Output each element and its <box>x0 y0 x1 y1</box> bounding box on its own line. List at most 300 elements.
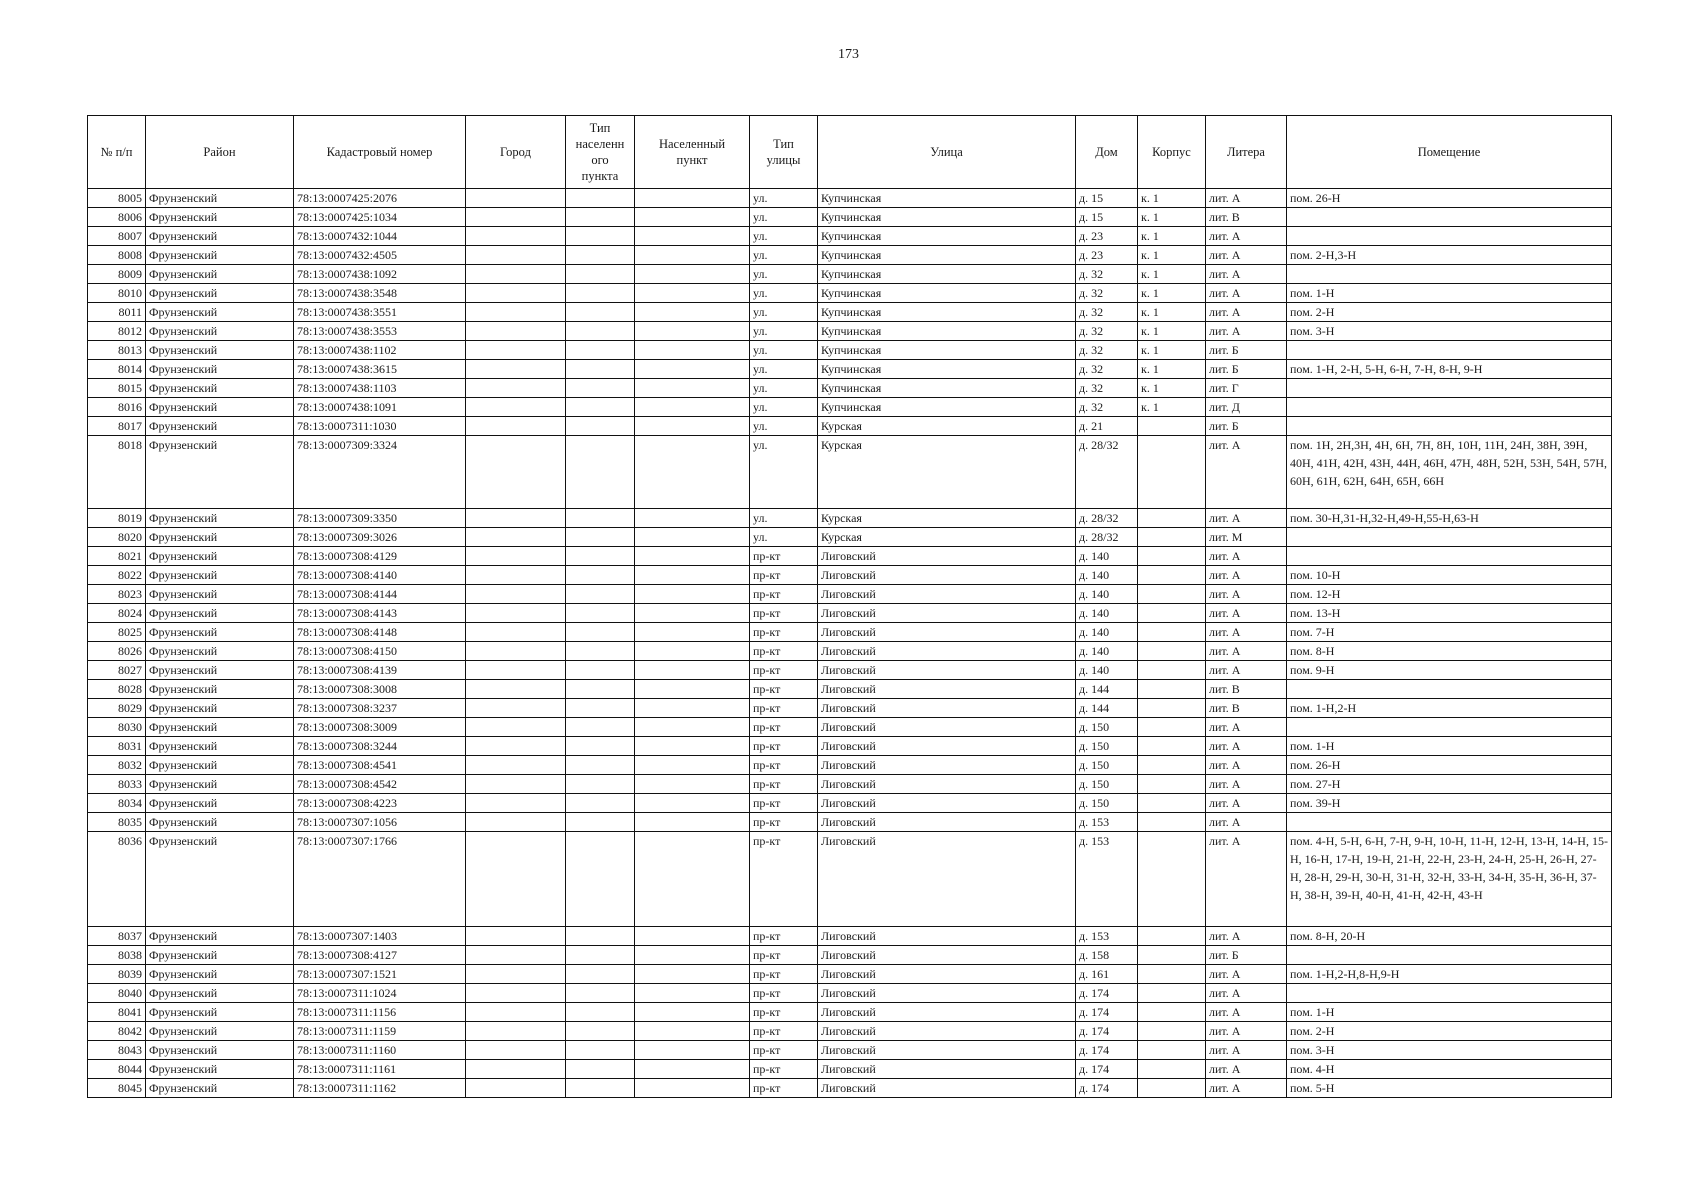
cell-settlement-type <box>566 699 635 718</box>
cell-street: Лиговский <box>818 566 1076 585</box>
cell-settlement <box>635 604 750 623</box>
table-row <box>88 737 1612 756</box>
cell-city <box>466 775 566 794</box>
cell-settlement-type <box>566 661 635 680</box>
column-header: Корпус <box>1138 116 1206 189</box>
cell-number: 8022 <box>88 566 146 585</box>
cell-settlement-type <box>566 509 635 528</box>
column-header: № п/п <box>88 116 146 189</box>
cell-street-type: пр-кт <box>750 775 818 794</box>
cell-number: 8021 <box>88 547 146 566</box>
cell-house: д. 174 <box>1076 1003 1138 1022</box>
cell-number: 8038 <box>88 946 146 965</box>
cell-district: Фрунзенский <box>146 379 294 398</box>
cell-building <box>1138 737 1206 756</box>
cell-settlement-type <box>566 984 635 1003</box>
cell-street: Курская <box>818 436 1076 509</box>
cell-street-type: пр-кт <box>750 965 818 984</box>
cell-settlement <box>635 189 750 208</box>
cell-street-type: пр-кт <box>750 718 818 737</box>
cell-settlement-type <box>566 832 635 927</box>
table-row <box>88 832 1612 927</box>
cell-number: 8023 <box>88 585 146 604</box>
cell-premises: пом. 8-Н <box>1287 642 1612 661</box>
cell-street-type: ул. <box>750 398 818 417</box>
cell-house: д. 28/32 <box>1076 509 1138 528</box>
cell-house: д. 153 <box>1076 927 1138 946</box>
cell-cadastral: 78:13:0007432:4505 <box>294 246 466 265</box>
cell-number: 8013 <box>88 341 146 360</box>
cell-cadastral: 78:13:0007308:4148 <box>294 623 466 642</box>
table-row <box>88 417 1612 436</box>
cell-settlement-type <box>566 585 635 604</box>
cell-letter: лит. А <box>1206 585 1287 604</box>
cell-letter: лит. А <box>1206 246 1287 265</box>
cell-house: д. 150 <box>1076 794 1138 813</box>
cell-building: к. 1 <box>1138 208 1206 227</box>
cell-street-type: ул. <box>750 341 818 360</box>
cell-house: д. 23 <box>1076 227 1138 246</box>
cell-premises <box>1287 984 1612 1003</box>
cell-cadastral: 78:13:0007309:3324 <box>294 436 466 509</box>
cell-cadastral: 78:13:0007311:1159 <box>294 1022 466 1041</box>
cell-district: Фрунзенский <box>146 604 294 623</box>
cell-building <box>1138 813 1206 832</box>
cell-building <box>1138 417 1206 436</box>
cell-letter: лит. А <box>1206 189 1287 208</box>
cell-settlement <box>635 379 750 398</box>
cell-settlement <box>635 303 750 322</box>
cell-district: Фрунзенский <box>146 946 294 965</box>
cell-settlement-type <box>566 436 635 509</box>
cell-city <box>466 699 566 718</box>
cell-district: Фрунзенский <box>146 661 294 680</box>
cell-building: к. 1 <box>1138 227 1206 246</box>
cell-letter: лит. А <box>1206 642 1287 661</box>
cell-street-type: ул. <box>750 227 818 246</box>
cell-city <box>466 984 566 1003</box>
cell-street: Лиговский <box>818 1041 1076 1060</box>
cell-premises: пом. 7-Н <box>1287 623 1612 642</box>
cell-district: Фрунзенский <box>146 284 294 303</box>
cell-city <box>466 509 566 528</box>
cell-settlement-type <box>566 756 635 775</box>
cell-number: 8042 <box>88 1022 146 1041</box>
cell-district: Фрунзенский <box>146 585 294 604</box>
cell-street: Лиговский <box>818 642 1076 661</box>
cell-house: д. 140 <box>1076 547 1138 566</box>
cell-letter: лит. В <box>1206 208 1287 227</box>
cell-street: Купчинская <box>818 398 1076 417</box>
cell-number: 8015 <box>88 379 146 398</box>
cell-settlement <box>635 661 750 680</box>
cell-cadastral: 78:13:0007438:3551 <box>294 303 466 322</box>
cell-letter: лит. А <box>1206 509 1287 528</box>
cell-letter: лит. Б <box>1206 341 1287 360</box>
cell-letter: лит. А <box>1206 965 1287 984</box>
table-header-row <box>88 116 1612 189</box>
cell-settlement <box>635 699 750 718</box>
column-header: Район <box>146 116 294 189</box>
cell-house: д. 32 <box>1076 265 1138 284</box>
cell-house: д. 150 <box>1076 737 1138 756</box>
cell-city <box>466 246 566 265</box>
cell-district: Фрунзенский <box>146 208 294 227</box>
cell-cadastral: 78:13:0007308:4542 <box>294 775 466 794</box>
cell-street: Купчинская <box>818 322 1076 341</box>
cell-house: д. 161 <box>1076 965 1138 984</box>
cell-settlement <box>635 1079 750 1098</box>
cell-district: Фрунзенский <box>146 794 294 813</box>
cell-street: Лиговский <box>818 661 1076 680</box>
cell-cadastral: 78:13:0007308:4140 <box>294 566 466 585</box>
cell-street-type: пр-кт <box>750 1060 818 1079</box>
cell-building: к. 1 <box>1138 246 1206 265</box>
cell-street-type: пр-кт <box>750 984 818 1003</box>
cell-street: Лиговский <box>818 699 1076 718</box>
table-row <box>88 965 1612 984</box>
cell-cadastral: 78:13:0007308:3009 <box>294 718 466 737</box>
cell-letter: лит. А <box>1206 1022 1287 1041</box>
cell-premises <box>1287 398 1612 417</box>
cell-street-type: ул. <box>750 284 818 303</box>
cell-district: Фрунзенский <box>146 566 294 585</box>
cell-number: 8008 <box>88 246 146 265</box>
cell-settlement <box>635 984 750 1003</box>
cell-cadastral: 78:13:0007307:1521 <box>294 965 466 984</box>
cell-settlement-type <box>566 398 635 417</box>
table-row <box>88 775 1612 794</box>
cell-street: Лиговский <box>818 585 1076 604</box>
cell-house: д. 140 <box>1076 604 1138 623</box>
cell-district: Фрунзенский <box>146 965 294 984</box>
cell-settlement <box>635 585 750 604</box>
cell-settlement <box>635 246 750 265</box>
cell-building: к. 1 <box>1138 379 1206 398</box>
cell-city <box>466 265 566 284</box>
cell-number: 8019 <box>88 509 146 528</box>
cell-city <box>466 398 566 417</box>
cell-building: к. 1 <box>1138 303 1206 322</box>
cell-district: Фрунзенский <box>146 1041 294 1060</box>
cell-street-type: пр-кт <box>750 1041 818 1060</box>
cell-premises: пом. 1-Н,2-Н <box>1287 699 1612 718</box>
cell-house: д. 32 <box>1076 360 1138 379</box>
cell-settlement <box>635 265 750 284</box>
cell-settlement <box>635 436 750 509</box>
cell-number: 8010 <box>88 284 146 303</box>
cell-street-type: пр-кт <box>750 927 818 946</box>
cell-settlement <box>635 341 750 360</box>
cell-settlement <box>635 398 750 417</box>
table-row <box>88 547 1612 566</box>
cell-city <box>466 832 566 927</box>
cell-settlement <box>635 509 750 528</box>
cell-number: 8029 <box>88 699 146 718</box>
cell-letter: лит. Б <box>1206 360 1287 379</box>
cell-cadastral: 78:13:0007438:1103 <box>294 379 466 398</box>
cell-city <box>466 680 566 699</box>
cell-city <box>466 379 566 398</box>
column-header: Литера <box>1206 116 1287 189</box>
cell-district: Фрунзенский <box>146 680 294 699</box>
table-row <box>88 566 1612 585</box>
cell-street: Лиговский <box>818 737 1076 756</box>
cell-house: д. 140 <box>1076 566 1138 585</box>
cell-building <box>1138 794 1206 813</box>
cell-street-type: пр-кт <box>750 680 818 699</box>
cell-letter: лит. В <box>1206 680 1287 699</box>
cell-cadastral: 78:13:0007309:3026 <box>294 528 466 547</box>
cell-settlement-type <box>566 737 635 756</box>
cell-letter: лит. Д <box>1206 398 1287 417</box>
cell-district: Фрунзенский <box>146 756 294 775</box>
cell-settlement-type <box>566 303 635 322</box>
cell-building <box>1138 1003 1206 1022</box>
cell-settlement-type <box>566 1022 635 1041</box>
cell-district: Фрунзенский <box>146 623 294 642</box>
cell-district: Фрунзенский <box>146 699 294 718</box>
cell-letter: лит. А <box>1206 1060 1287 1079</box>
cell-premises: пом. 39-Н <box>1287 794 1612 813</box>
cell-settlement-type <box>566 604 635 623</box>
cell-settlement-type <box>566 379 635 398</box>
cell-street: Лиговский <box>818 832 1076 927</box>
cell-cadastral: 78:13:0007425:2076 <box>294 189 466 208</box>
cell-settlement <box>635 642 750 661</box>
cell-street: Купчинская <box>818 303 1076 322</box>
cell-cadastral: 78:13:0007307:1766 <box>294 832 466 927</box>
cell-district: Фрунзенский <box>146 303 294 322</box>
cell-building <box>1138 623 1206 642</box>
cell-house: д. 174 <box>1076 984 1138 1003</box>
cell-building <box>1138 604 1206 623</box>
cell-settlement <box>635 737 750 756</box>
cell-number: 8018 <box>88 436 146 509</box>
cell-street-type: ул. <box>750 417 818 436</box>
cell-number: 8005 <box>88 189 146 208</box>
column-header: Улица <box>818 116 1076 189</box>
cell-settlement <box>635 756 750 775</box>
cell-number: 8016 <box>88 398 146 417</box>
cell-house: д. 140 <box>1076 585 1138 604</box>
cell-house: д. 32 <box>1076 398 1138 417</box>
cell-house: д. 150 <box>1076 775 1138 794</box>
cell-house: д. 174 <box>1076 1022 1138 1041</box>
cell-settlement <box>635 227 750 246</box>
cell-settlement <box>635 813 750 832</box>
cell-number: 8028 <box>88 680 146 699</box>
cell-settlement <box>635 794 750 813</box>
cell-letter: лит. А <box>1206 775 1287 794</box>
cell-district: Фрунзенский <box>146 417 294 436</box>
cell-cadastral: 78:13:0007307:1056 <box>294 813 466 832</box>
cell-number: 8009 <box>88 265 146 284</box>
cell-house: д. 140 <box>1076 642 1138 661</box>
cell-building <box>1138 509 1206 528</box>
column-header: Тип улицы <box>750 116 818 189</box>
cell-city <box>466 642 566 661</box>
cell-building <box>1138 756 1206 775</box>
cell-premises <box>1287 227 1612 246</box>
table-row <box>88 623 1612 642</box>
cell-number: 8034 <box>88 794 146 813</box>
cell-city <box>466 927 566 946</box>
cell-district: Фрунзенский <box>146 984 294 1003</box>
cell-settlement <box>635 1003 750 1022</box>
cell-number: 8024 <box>88 604 146 623</box>
cell-letter: лит. А <box>1206 813 1287 832</box>
column-header: Кадастровый номер <box>294 116 466 189</box>
cell-district: Фрунзенский <box>146 322 294 341</box>
page-number: 173 <box>838 47 859 62</box>
cell-settlement-type <box>566 566 635 585</box>
table-row <box>88 927 1612 946</box>
cell-cadastral: 78:13:0007308:4223 <box>294 794 466 813</box>
cell-settlement <box>635 528 750 547</box>
cell-city <box>466 1079 566 1098</box>
cell-district: Фрунзенский <box>146 832 294 927</box>
cell-city <box>466 547 566 566</box>
cell-settlement <box>635 322 750 341</box>
cell-cadastral: 78:13:0007432:1044 <box>294 227 466 246</box>
column-header: Населенный пункт <box>635 116 750 189</box>
cell-premises: пом. 26-Н <box>1287 756 1612 775</box>
table-row <box>88 813 1612 832</box>
cell-number: 8040 <box>88 984 146 1003</box>
cell-settlement-type <box>566 965 635 984</box>
cell-premises <box>1287 528 1612 547</box>
cell-city <box>466 661 566 680</box>
cell-street-type: ул. <box>750 528 818 547</box>
cell-district: Фрунзенский <box>146 1022 294 1041</box>
cell-letter: лит. А <box>1206 303 1287 322</box>
cell-number: 8030 <box>88 718 146 737</box>
cell-street: Лиговский <box>818 1003 1076 1022</box>
cell-street-type: пр-кт <box>750 832 818 927</box>
cell-street-type: пр-кт <box>750 1022 818 1041</box>
cell-district: Фрунзенский <box>146 509 294 528</box>
table-row <box>88 265 1612 284</box>
cell-district: Фрунзенский <box>146 642 294 661</box>
cell-district: Фрунзенский <box>146 227 294 246</box>
table-row <box>88 1041 1612 1060</box>
cell-street: Купчинская <box>818 189 1076 208</box>
cell-settlement-type <box>566 813 635 832</box>
cell-house: д. 28/32 <box>1076 436 1138 509</box>
cell-settlement <box>635 1041 750 1060</box>
cell-house: д. 140 <box>1076 623 1138 642</box>
cell-city <box>466 623 566 642</box>
cell-settlement-type <box>566 1041 635 1060</box>
registry-table <box>87 115 1612 1098</box>
cell-cadastral: 78:13:0007308:4143 <box>294 604 466 623</box>
cell-street-type: ул. <box>750 265 818 284</box>
cell-cadastral: 78:13:0007308:4139 <box>294 661 466 680</box>
cell-letter: лит. А <box>1206 984 1287 1003</box>
cell-settlement-type <box>566 1003 635 1022</box>
cell-building: к. 1 <box>1138 341 1206 360</box>
cell-number: 8027 <box>88 661 146 680</box>
cell-street-type: ул. <box>750 246 818 265</box>
cell-letter: лит. А <box>1206 623 1287 642</box>
table-row <box>88 528 1612 547</box>
cell-street: Лиговский <box>818 946 1076 965</box>
cell-settlement-type <box>566 246 635 265</box>
cell-number: 8006 <box>88 208 146 227</box>
table-row <box>88 379 1612 398</box>
table-row <box>88 794 1612 813</box>
cell-house: д. 174 <box>1076 1079 1138 1098</box>
cell-number: 8014 <box>88 360 146 379</box>
cell-district: Фрунзенский <box>146 341 294 360</box>
cell-number: 8025 <box>88 623 146 642</box>
cell-city <box>466 756 566 775</box>
cell-settlement <box>635 284 750 303</box>
cell-number: 8033 <box>88 775 146 794</box>
cell-street: Лиговский <box>818 1079 1076 1098</box>
table-row <box>88 246 1612 265</box>
cell-letter: лит. А <box>1206 794 1287 813</box>
cell-settlement-type <box>566 718 635 737</box>
cell-street: Купчинская <box>818 379 1076 398</box>
table-row <box>88 1079 1612 1098</box>
cell-city <box>466 946 566 965</box>
cell-settlement <box>635 623 750 642</box>
cell-house: д. 28/32 <box>1076 528 1138 547</box>
cell-number: 8044 <box>88 1060 146 1079</box>
cell-number: 8017 <box>88 417 146 436</box>
cell-street: Купчинская <box>818 265 1076 284</box>
cell-cadastral: 78:13:0007308:4541 <box>294 756 466 775</box>
cell-cadastral: 78:13:0007308:4150 <box>294 642 466 661</box>
cell-settlement-type <box>566 208 635 227</box>
cell-premises <box>1287 813 1612 832</box>
cell-settlement <box>635 927 750 946</box>
table-row <box>88 436 1612 509</box>
cell-cadastral: 78:13:0007438:3553 <box>294 322 466 341</box>
table-row <box>88 604 1612 623</box>
cell-cadastral: 78:13:0007308:3237 <box>294 699 466 718</box>
cell-building <box>1138 436 1206 509</box>
cell-street: Лиговский <box>818 756 1076 775</box>
cell-settlement <box>635 208 750 227</box>
cell-settlement-type <box>566 642 635 661</box>
cell-letter: лит. А <box>1206 322 1287 341</box>
cell-city <box>466 322 566 341</box>
cell-premises <box>1287 265 1612 284</box>
cell-cadastral: 78:13:0007311:1160 <box>294 1041 466 1060</box>
cell-building <box>1138 1022 1206 1041</box>
cell-premises <box>1287 379 1612 398</box>
cell-cadastral: 78:13:0007311:1156 <box>294 1003 466 1022</box>
cell-building <box>1138 661 1206 680</box>
cell-letter: лит. Б <box>1206 946 1287 965</box>
cell-premises: пом. 12-Н <box>1287 585 1612 604</box>
cell-premises: пом. 2-Н,3-Н <box>1287 246 1612 265</box>
cell-district: Фрунзенский <box>146 1003 294 1022</box>
cell-letter: лит. А <box>1206 436 1287 509</box>
cell-settlement-type <box>566 680 635 699</box>
cell-number: 8041 <box>88 1003 146 1022</box>
cell-house: д. 144 <box>1076 680 1138 699</box>
cell-settlement <box>635 775 750 794</box>
column-header: Дом <box>1076 116 1138 189</box>
cell-letter: лит. А <box>1206 604 1287 623</box>
cell-street-type: пр-кт <box>750 585 818 604</box>
cell-number: 8036 <box>88 832 146 927</box>
cell-letter: лит. А <box>1206 1079 1287 1098</box>
